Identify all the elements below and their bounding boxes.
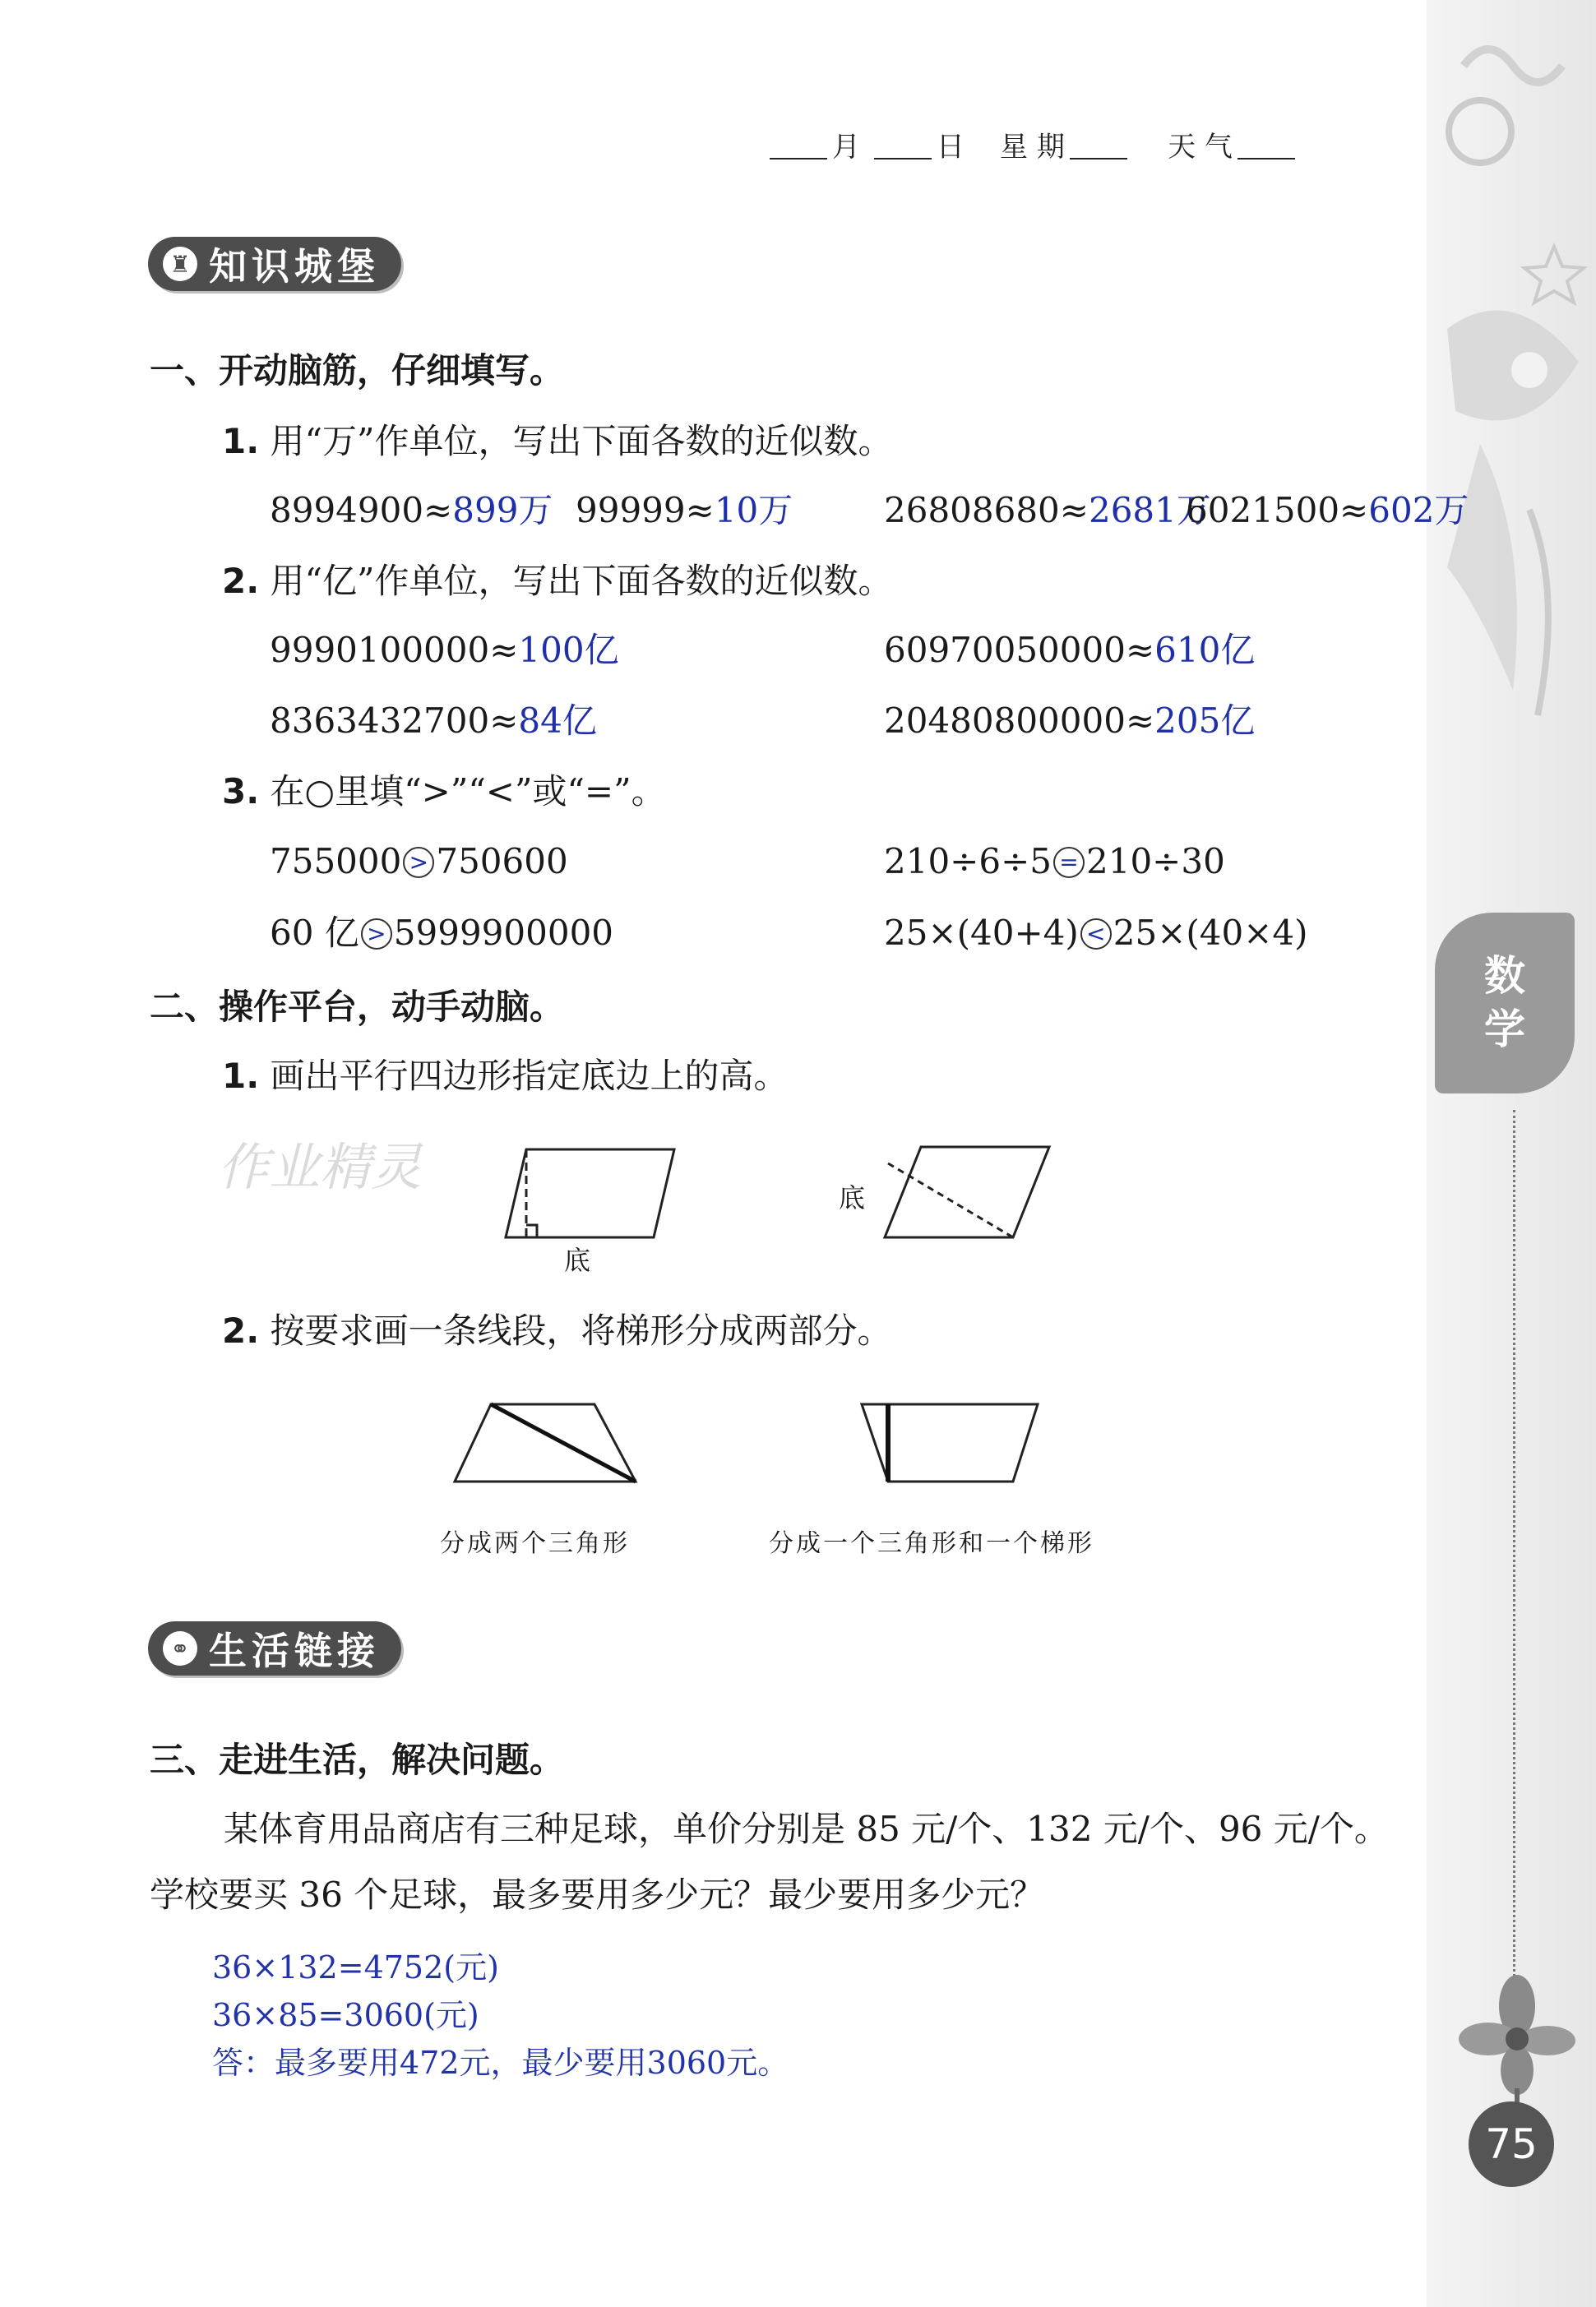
subject-char-1: 数	[1484, 952, 1525, 1000]
parallelogram-2	[855, 1135, 1069, 1250]
problem-line-1: 某体育用品商店有三种足球，单价分别是 85 元/个、132 元/个、96 元/个。	[224, 1809, 1389, 1849]
caption-triangle-trapezoid: 分成一个三角形和一个梯形	[769, 1529, 1094, 1558]
expr: 6021500≈	[1186, 490, 1369, 530]
left-expr: 755000	[270, 841, 402, 881]
left-expr: 25×(40+4)	[884, 913, 1079, 953]
answer: 602万	[1368, 490, 1469, 530]
sign: >	[367, 920, 386, 947]
q3-line	[222, 771, 666, 811]
flower-icon	[1455, 1973, 1579, 2113]
base-label-2: 底	[839, 1182, 866, 1214]
page-number: 75	[1469, 2101, 1554, 2187]
q-number: 2.	[222, 1311, 260, 1351]
answer: 10万	[714, 490, 793, 530]
month-label: 月	[832, 131, 860, 164]
day-label: 日	[936, 131, 965, 164]
section-title: 知识城堡	[209, 244, 380, 289]
right-expr: 5999900000	[393, 913, 614, 953]
answer: 100亿	[518, 630, 619, 670]
watermark: 作业精灵	[218, 1137, 423, 1197]
left-expr: 210÷6÷5	[884, 841, 1052, 881]
expr: 9990100000≈	[270, 630, 519, 670]
trapezoid-1	[448, 1398, 645, 1488]
answer-line-2: 36×85=3060(元)	[212, 1997, 479, 2033]
subject-char-2: 学	[1484, 1006, 1525, 1053]
sign: =	[1059, 848, 1079, 876]
left-expr: 60 亿	[270, 913, 359, 953]
expr: 8994900≈	[270, 490, 453, 530]
q-text: 用“亿”作单位，写出下面各数的近似数。	[270, 561, 893, 601]
section-title: 生活链接	[209, 1629, 380, 1673]
dotted-divider	[1513, 1110, 1515, 1981]
q1-item-3	[884, 490, 1211, 530]
q-text: 用“万”作单位，写出下面各数的近似数。	[270, 421, 893, 461]
q-text: 画出平行四边形指定底边上的高。	[270, 1056, 789, 1096]
expr: 60970050000≈	[884, 630, 1155, 670]
q3-item-2	[884, 841, 1225, 881]
q3-item-1	[270, 841, 568, 881]
right-expr: 210÷30	[1086, 841, 1225, 881]
answer-line-3: 答：最多要用472元，最少要用3060元。	[212, 2045, 789, 2081]
sign: >	[409, 848, 429, 876]
q3-item-3	[270, 913, 614, 953]
expr: 8363432700≈	[270, 700, 519, 741]
part3-heading: 三、走进生活，解决问题。	[150, 1740, 565, 1780]
expr: 26808680≈	[884, 490, 1089, 530]
expr: 99999≈	[576, 490, 715, 530]
compare-circle[interactable]	[403, 847, 434, 878]
answer: 2681万	[1088, 490, 1211, 530]
expr: 20480800000≈	[884, 700, 1155, 741]
compare-circle[interactable]	[1080, 918, 1112, 950]
q2-line	[222, 561, 893, 601]
day-blank[interactable]	[874, 158, 932, 160]
q2-item-3	[270, 700, 597, 741]
right-expr: 25×(40×4)	[1113, 913, 1308, 953]
section-banner-life	[148, 1621, 401, 1676]
trapezoid-2	[855, 1398, 1052, 1488]
answer: 899万	[452, 490, 553, 530]
q1-item-4	[1186, 490, 1469, 530]
castle-icon: ♜	[163, 247, 197, 281]
problem-line-2: 学校要买 36 个足球，最多要用多少元？最少要用多少元？	[150, 1875, 1045, 1915]
subject-tab-math	[1435, 913, 1575, 1093]
q3-item-4	[884, 913, 1308, 953]
part1-heading: 一、开动脑筋，仔细填写。	[150, 350, 565, 391]
q1-item-2	[576, 490, 793, 530]
q1-line	[222, 421, 893, 461]
q2-item-4	[884, 700, 1256, 741]
answer: 205亿	[1154, 700, 1256, 741]
answer: 610亿	[1154, 630, 1256, 670]
p2-q2-line	[222, 1311, 892, 1351]
q-text: 在○里填“>”“<”或“=”。	[270, 771, 666, 811]
p2-q1-line	[222, 1056, 789, 1096]
answer-line-1: 36×132=4752(元)	[212, 1949, 499, 1986]
q2-item-1	[270, 630, 619, 670]
answer: 84亿	[518, 700, 597, 741]
q-number: 1.	[222, 1056, 260, 1096]
compare-circle[interactable]	[361, 918, 392, 950]
date-header	[765, 131, 1300, 164]
sign: <	[1086, 920, 1106, 947]
weather-blank[interactable]	[1237, 158, 1295, 160]
part2-heading: 二、操作平台，动手动脑。	[150, 987, 565, 1027]
q-number: 3.	[222, 771, 260, 811]
base-label-1: 底	[564, 1245, 591, 1276]
month-blank[interactable]	[770, 158, 827, 160]
section-banner-knowledge	[148, 237, 401, 291]
q2-item-2	[884, 630, 1256, 670]
right-expr: 750600	[436, 841, 568, 881]
compare-circle[interactable]	[1053, 847, 1085, 878]
weekday-label: 星 期	[1000, 131, 1065, 164]
q-number: 2.	[222, 561, 260, 601]
weekday-blank[interactable]	[1070, 158, 1127, 160]
q-text: 按要求画一条线段，将梯形分成两部分。	[270, 1311, 892, 1351]
link-icon: ⚭	[163, 1631, 197, 1666]
weather-label: 天 气	[1168, 131, 1233, 164]
decorative-pattern	[1431, 16, 1595, 904]
caption-two-triangles: 分成两个三角形	[440, 1529, 630, 1558]
q1-item-1	[270, 490, 553, 530]
q-number: 1.	[222, 421, 260, 461]
parallelogram-1	[493, 1135, 691, 1283]
